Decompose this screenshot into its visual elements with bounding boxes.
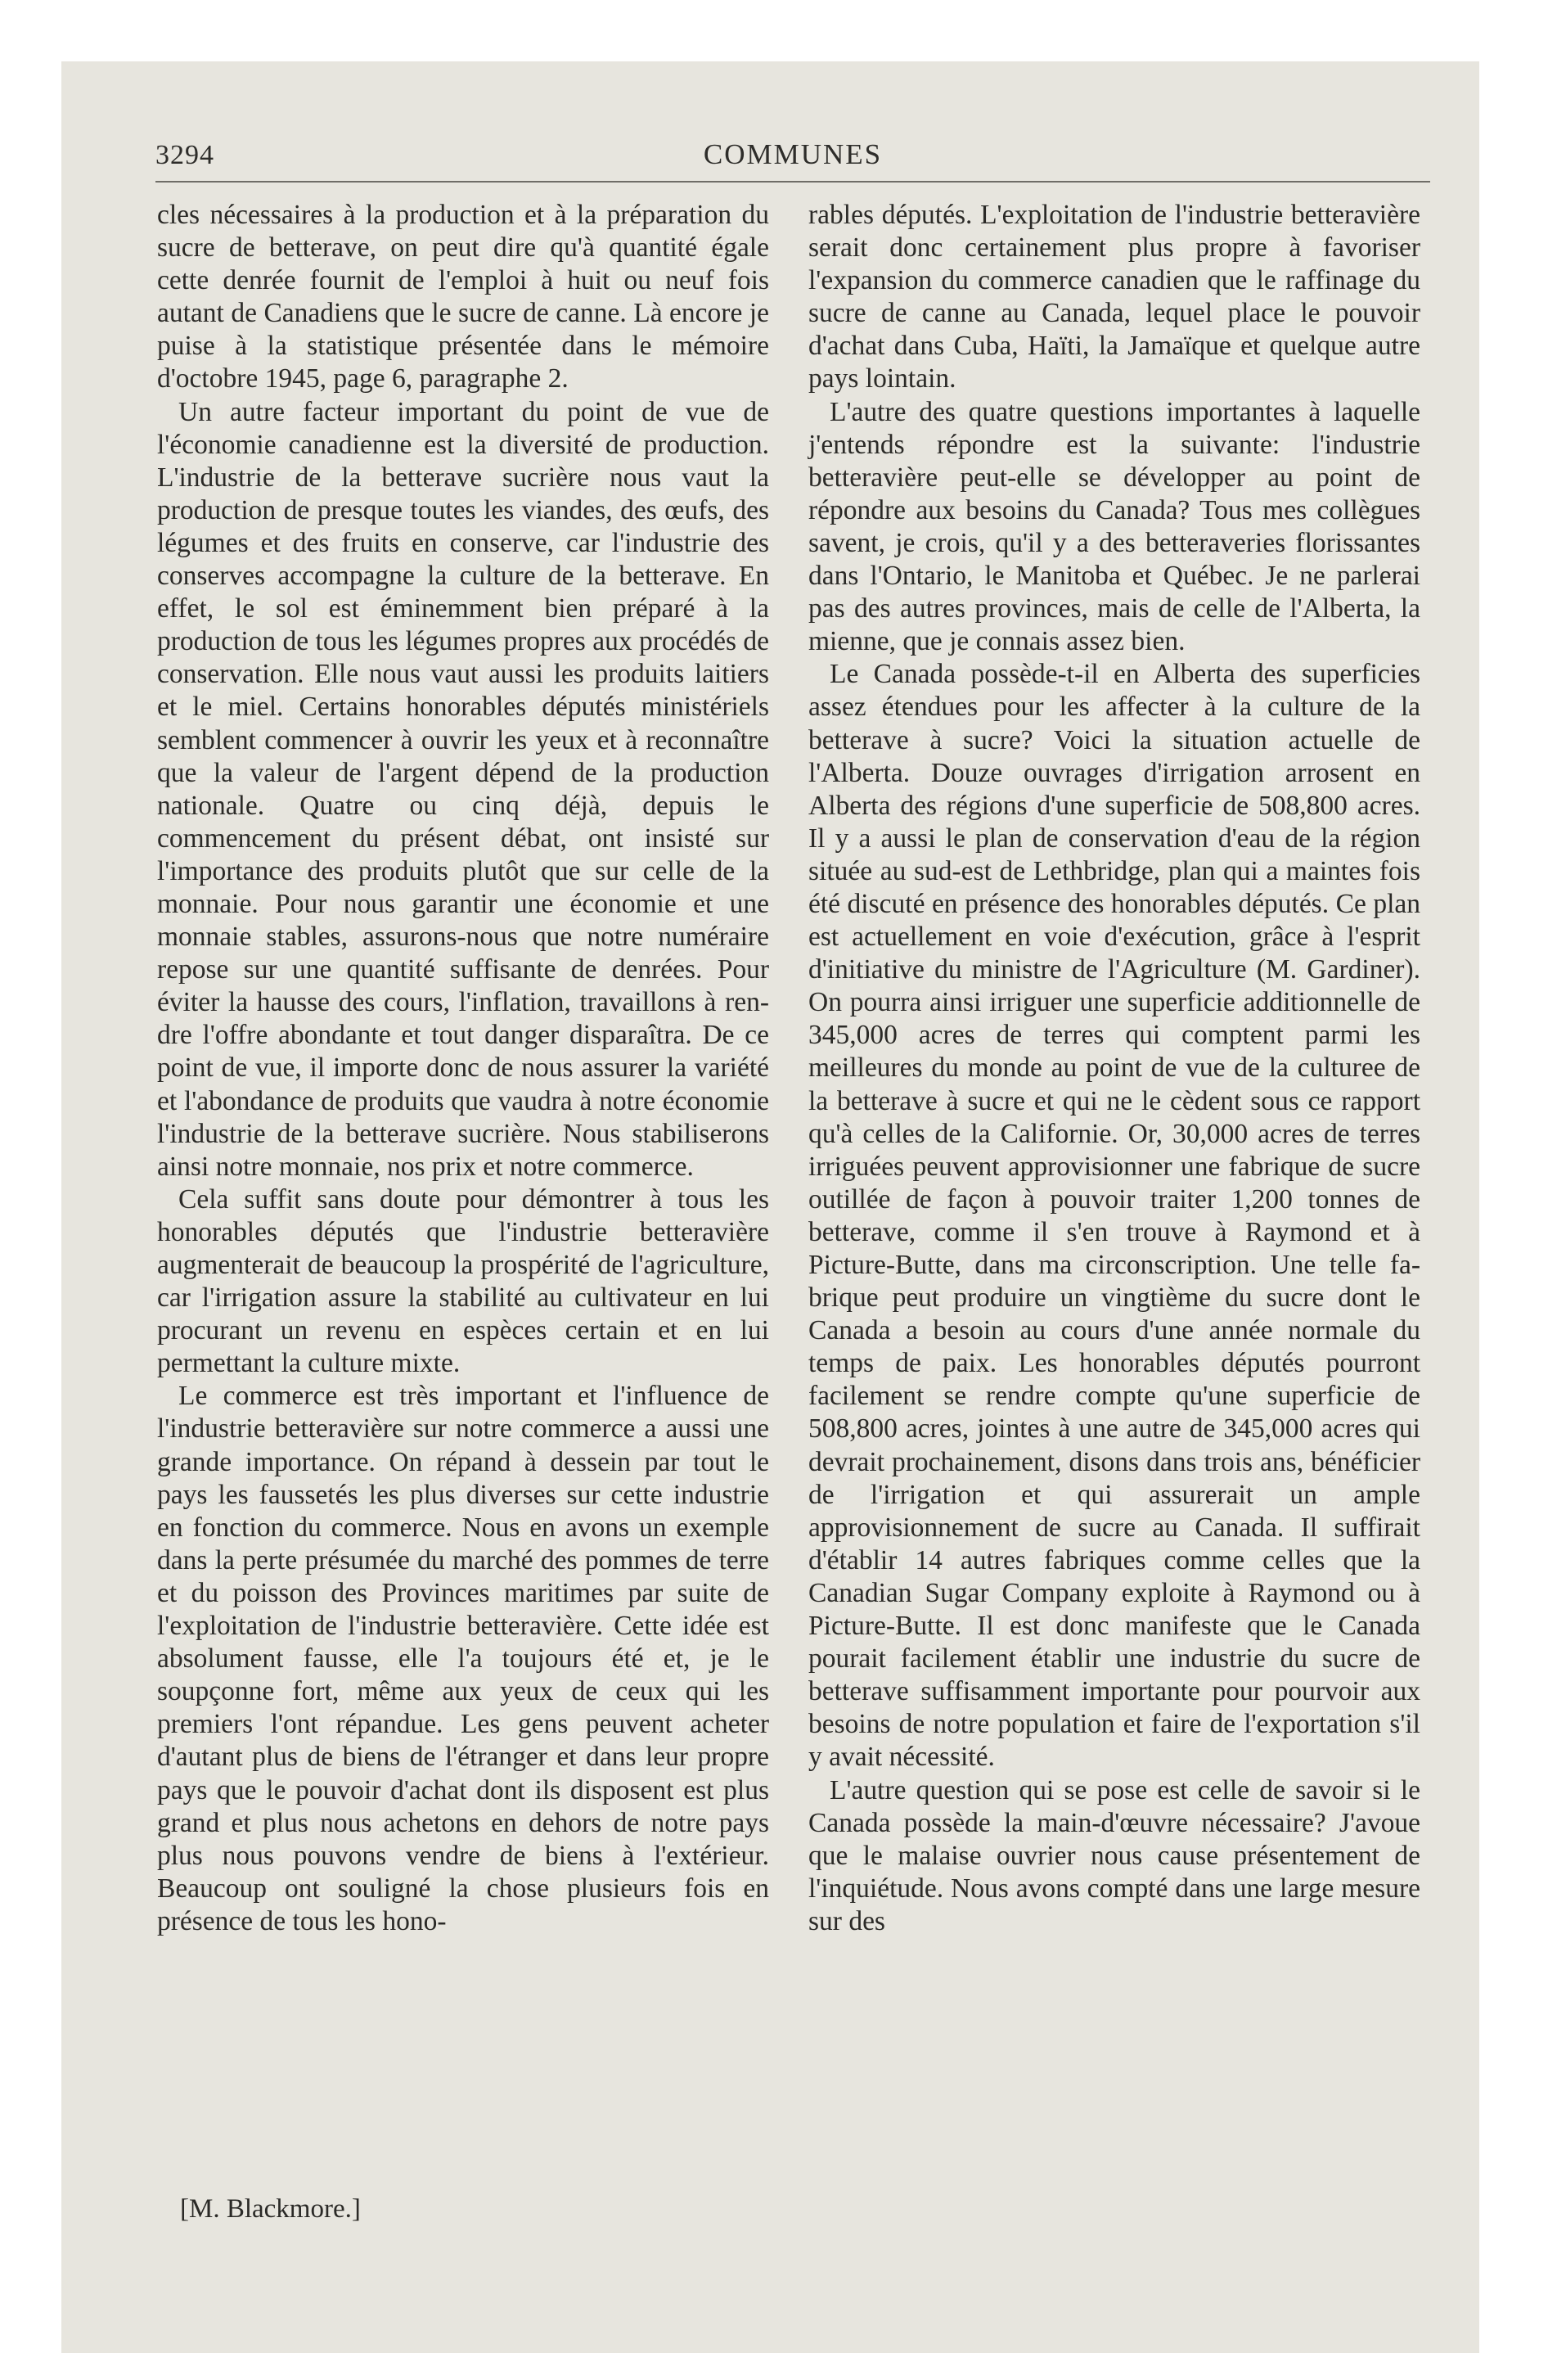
paragraph: Le commerce est très important et l'influence de l'industrie betteravière sur notre commerce a aussi une grande importance. On répand à dessein par tout le pays les faussetés les plus diverses sur cette industrie en fonction du commerce. Nous en avons un exemple dans la perte présumée du marché des pommes de terre et du poisson des Provinces maritimes par suite de l'exploitation de l'industrie betteravière. Cette idée est absolument fausse, elle l'a toujours été et, je le soupçonne fort, même aux yeux de ceux qui les premiers l'ont répandue. Les gens peuvent acheter d'autant plus de biens de l'étranger et dans leur propre pays que le pouvoir d'achat dont ils disposent est plus grand et plus nous achetons en dehors de notre pays plus nous pouvons vendre de biens à l'extérieur. Beaucoup ont souligné la chose plusieurs fois en présence de tous les hono-	[157, 1381, 769, 1936]
paragraph: Le Canada possède-t-il en Alberta des superficies assez étendues pour les affecter à la culture de la betterave à sucre? Voici la situation actuelle de l'Alberta. Douze ouvrages d'irrigation arrosent en Alberta des régions d'une superficie de 508,800 acres. Il y a aussi le plan de conservation d'eau de la région située au sud-est de Lethbridge, plan qui a maintes fois été discuté en présence des honorables députés. Ce plan est actuellement en voie d'exécution, grâce à l'esprit d'initiative du ministre de l'Agriculture (M. Gardiner). On pourra ainsi irriguer une superficie additionnelle de 345,000 acres de terres qui comptent parmi les meilleures du monde au point de vue de la culturee de la betterave à sucre et qui ne le cèdent sous ce rapport qu'à celles de la Californie. Or, 30,000 acres de terres irriguées peuvent approvisionner une fabrique de sucre outillée de façon à pouvoir traiter 1,200 tonnes de betterave, comme il s'en trouve à Raymond et à Picture-Butte, dans ma circonscription. Une telle fabrique peut produire un vingtième du sucre dont le Canada a besoin au cours d'une année normale du temps de paix. Les honorables députés pourront facilement se rendre compte qu'une superficie de 508,800 acres, jointes à une autre de 345,000 acres qui devrait prochainement, disons dans trois ans, bénéficier de l'irrigation et qui assurerait un ample approvisionnement de sucre au Canada. Il suffirait d'établir 14 autres fabriques comme celles que la Canadian Sugar Company exploite à Raymond ou à Picture-Butte. Il est donc manifeste que le Canada pourait facilement établir une industrie du sucre de betterave suffisamment importante pour pourvoir aux besoins de notre population et faire de l'exportation s'il y avait nécessité.	[808, 659, 1420, 1773]
paragraph: L'autre question qui se pose est celle de savoir si le Canada possède la main-d'œuvre nécessaire? J'avoue que le malaise ouvrier nous cause présentement de l'inquiétude. Nous avons compté dans une large mesure sur des	[808, 1774, 1420, 1936]
left-column	[157, 199, 769, 1938]
paragraph: Cela suffit sans doute pour démontrer à tous les honorables députés que l'industrie betteravière augmenterait de beaucoup la prospérité de l'agriculture, car l'irrigation assure la stabilité au cultivateur en lui procurant un revenu en espèces certain et en lui permettant la culture mixte.	[157, 1183, 769, 1379]
page-number: 3294	[155, 140, 214, 170]
running-head: COMMUNES	[703, 138, 883, 170]
paragraph: cles nécessaires à la production et à la préparation du sucre de betterave, on peut dire qu'à quantité égale cette denrée fournit de l'emploi à huit ou neuf fois autant de Canadiens que le sucre de canne. Là encore je puise à la statistique présentée dans le mémoire d'octobre 1945, page 6, paragraphe 2.	[157, 200, 769, 394]
right-column	[808, 199, 1420, 1938]
page-header	[155, 137, 1430, 183]
paragraph: rables députés. L'exploitation de l'industrie betteravière serait donc certainement plus propre à favoriser l'expansion du commerce canadien que le raffinage du sucre de canne au Canada, lequel place le pouvoir d'achat dans Cuba, Haïti, la Jamaïque et quelque autre pays lointain.	[808, 200, 1420, 394]
paragraph: L'autre des quatre questions importantes à laquelle j'entends répondre est la suivante: l'industrie betteravière peut-elle se développer au point de répondre aux besoins du Canada? Tous mes collègues savent, je crois, qu'il y a des betteraveries florissantes dans l'Ontario, le Manitoba et Québec. Je ne parlerai pas des autres provinces, mais de celle de l'Alberta, la mienne, que je connais assez bien.	[808, 396, 1420, 657]
speaker-attribution: [M. Blackmore.]	[180, 2194, 361, 2224]
paragraph: Un autre facteur important du point de vue de l'économie canadienne est la diversité de production. L'industrie de la betterave sucrière nous vaut la production de presque toutes les viandes, des œufs, des légumes et des fruits en conserve, car l'industrie des conserves accompagne la culture de la betterave. En effet, le sol est éminemment bien préparé à la production de tous les légumes propres aux procédés de conservation. Elle nous vaut aussi les produits laitiers et le miel. Certains honorables députés ministériels semblent commencer à ouvrir les yeux et à reconnaître que la valeur de l'argent dépend de la production nationale. Quatre ou cinq déjà, depuis le commencement du présent débat, ont insisté sur l'importance des produits plutôt que sur celle de la monnaie. Pour nous garantir une économie et une monnaie stables, assurons-nous que notre numéraire repose sur une quantité suffisante de denrées. Pour éviter la hausse des cours, l'inflation, travaillons à rendre l'offre abondante et tout danger disparaîtra. De ce point de vue, il importe donc de nous assurer la variété et l'abondance de produits que vaudra à notre économie l'industrie de la betterave sucrière. Nous stabiliserons ainsi notre monnaie, nos prix et notre commerce.	[157, 396, 769, 1182]
